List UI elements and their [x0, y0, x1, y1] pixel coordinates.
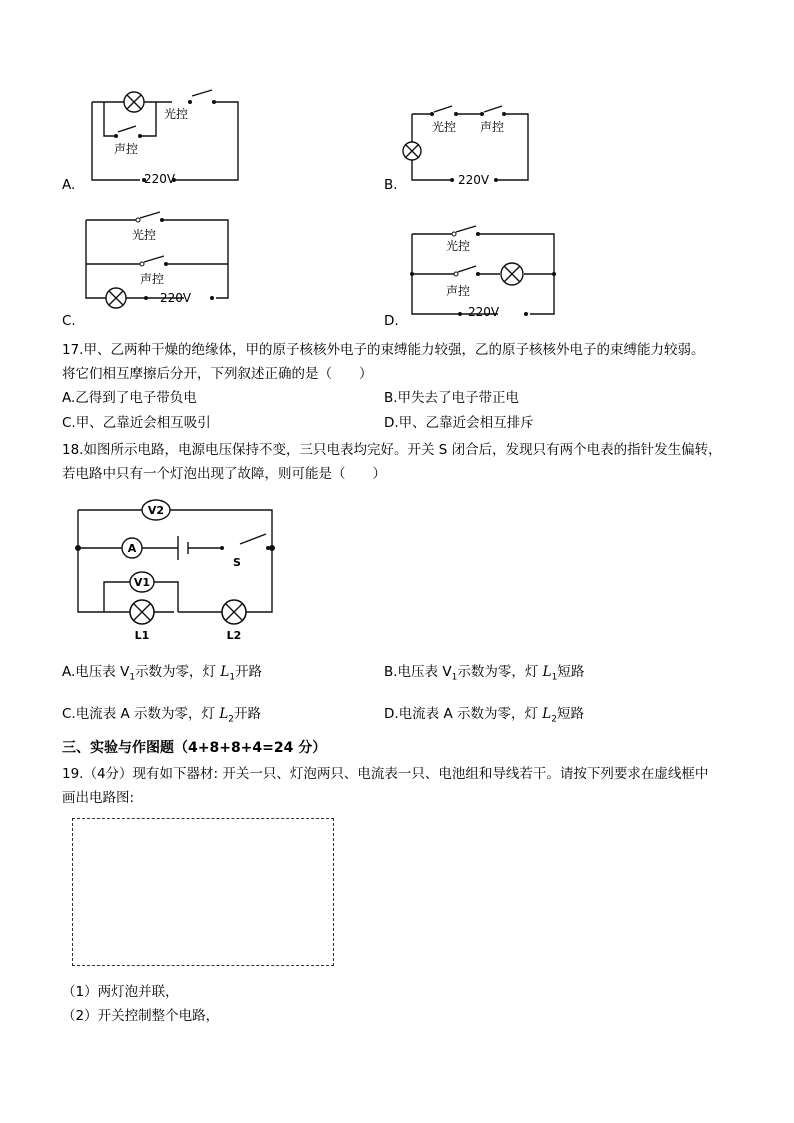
label-sound-control-a: 声控 — [114, 142, 139, 156]
q17-option-b: B.甲失去了电子带正电 — [384, 390, 520, 406]
l2-label: L2 — [226, 629, 242, 642]
q18-option-b: B.电压表 $V_1$示数为零，灯 $L_1$短路 — [384, 664, 585, 683]
label-light-control-b: 光控 — [432, 120, 457, 134]
q18-stem-line2: 若电路中只有一个灯泡出现了故障，则可能是（ ） — [62, 466, 386, 482]
circuit-b — [402, 104, 542, 184]
q17-stem-line1: 17.甲、乙两种干燥的绝缘体，甲的原子核核外电子的束缚能力较强，乙的原子核核外电子的束缚能力较弱。 — [62, 342, 705, 358]
switch-label: S — [233, 556, 241, 569]
q19-requirement-1: （1）两灯泡并联， — [62, 984, 179, 1000]
label-voltage-b: 220V — [458, 173, 490, 187]
drawing-box[interactable] — [72, 818, 334, 966]
label-voltage-a: 220V — [144, 172, 176, 186]
label-sound-control-d: 声控 — [446, 284, 471, 298]
q19-stem-line2: 画出电路图: — [62, 790, 135, 806]
l1-label: L1 — [134, 629, 150, 642]
q17-option-d: D.甲、乙靠近会相互排斥 — [384, 415, 534, 431]
q18-circuit — [70, 496, 290, 646]
label-light-control-a: 光控 — [164, 107, 189, 121]
q17-option-c: C.甲、乙靠近会相互吸引 — [62, 415, 211, 431]
label-voltage-d: 220V — [468, 305, 500, 319]
label-sound-control-c: 声控 — [140, 272, 165, 286]
q17-option-a: A.乙得到了电子带负电 — [62, 390, 197, 406]
v1-label: V1 — [133, 576, 151, 589]
label-sound-control-b: 声控 — [480, 120, 505, 134]
option-b-letter: B. — [384, 177, 398, 193]
option-d-letter: D. — [384, 313, 399, 329]
ammeter-label: A — [127, 542, 137, 555]
q18-stem-line1: 18.如图所示电路，电源电压保持不变，三只电表均完好。开关 S 闭合后，发现只有两个电表的指针发生偏转， — [62, 442, 722, 458]
label-voltage-c: 220V — [160, 291, 192, 305]
q17-stem-line2: 将它们相互摩擦后分开，下列叙述正确的是（ ） — [62, 366, 373, 382]
label-light-control-d: 光控 — [446, 239, 471, 253]
option-a-letter: A. — [62, 177, 76, 193]
q19-requirement-2: （2）开关控制整个电路， — [62, 1008, 220, 1024]
q19-stem-line1: 19.（4分）现有如下器材: 开关一只、灯泡两只、电流表一只、电池组和导线若干。请按下列要求在虚线框中 — [62, 766, 709, 782]
q18-option-a: A.电压表 $V_1$示数为零，灯 $L_1$开路 — [62, 664, 263, 683]
v2-label: V2 — [147, 504, 165, 517]
q18-option-c: C.电流表 A 示数为零，灯 $L_2$开路 — [62, 706, 262, 725]
q18-option-d: D.电流表 A 示数为零，灯 $L_2$短路 — [384, 706, 584, 725]
option-c-letter: C. — [62, 313, 76, 329]
section-title: 三、实验与作图题（4+8+8+4=24 分） — [62, 740, 327, 756]
label-light-control-c: 光控 — [132, 228, 157, 242]
